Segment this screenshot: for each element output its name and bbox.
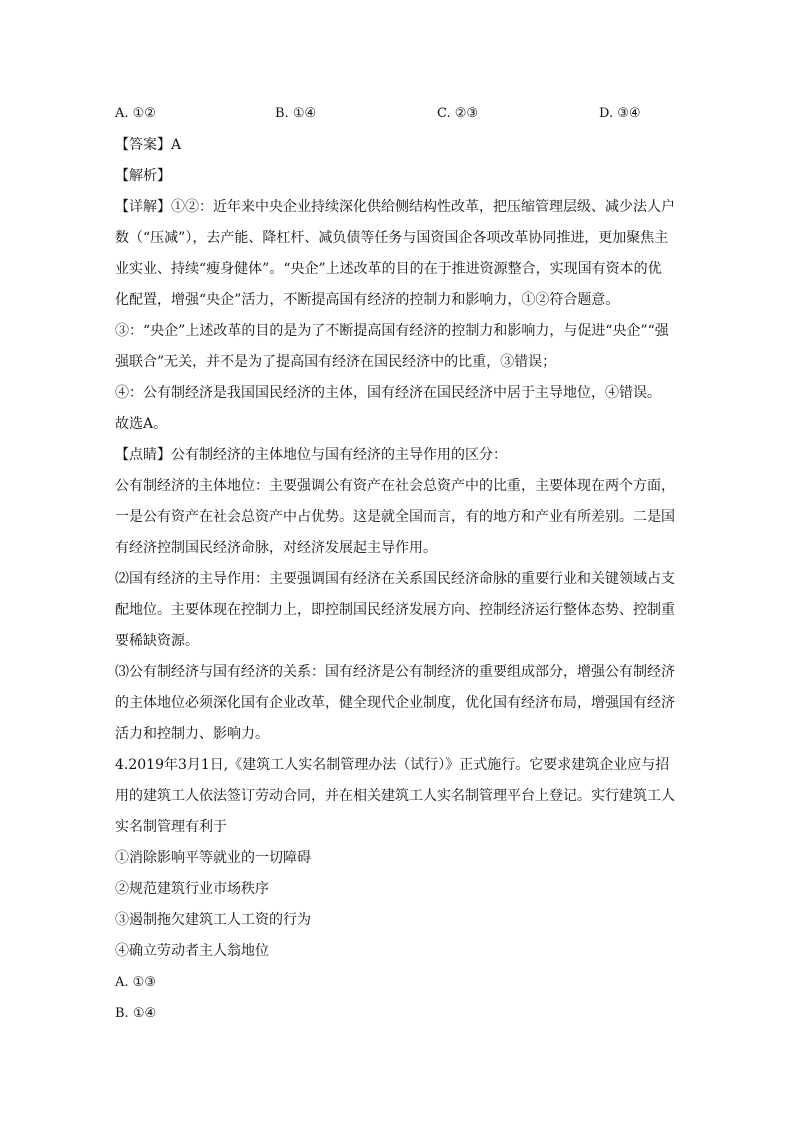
tip-line: 有经济控制国民经济命脉，对经济发展起主导作用。 bbox=[115, 540, 437, 556]
document-body bbox=[115, 130, 680, 1029]
detail-line: 化配置，增强“央企”活力，不断提高国有经济的控制力和影响力，①②符合题意。 bbox=[115, 292, 620, 308]
q3-options bbox=[115, 102, 675, 126]
q3-option-a: A. ①② bbox=[115, 106, 156, 121]
detail-line: ④：公有制经济是我国国民经济的主体，国有经济在国民经济中居于主导地位，④错误。 bbox=[115, 385, 661, 401]
detail-line: 数（“压减”），去产能、降杠杆、减负债等任务与国资国企各项改革协同推进，更加聚焦主 bbox=[115, 230, 669, 246]
tip-heading: 【点睛】公有制经济的主体地位与国有经济的主导作用的区分： bbox=[115, 447, 507, 463]
detail-line: 【详解】①②：近年来中央企业持续深化供给侧结构性改革，把压缩管理层级、减少法人户 bbox=[115, 199, 675, 215]
q4-option-a: A. ①③ bbox=[115, 975, 156, 990]
question-4-line: 4.2019年3月1日,《建筑工人实名制管理办法（试行）》正式施行。它要求建筑企业应与招 bbox=[115, 757, 670, 773]
tip-line: 公有制经济的主体地位：主要强调公有资产在社会总资产中的比重，主要体现在两个方面， bbox=[115, 478, 675, 494]
question-4-line: 用的建筑工人依法签订劳动合同，并在相关建筑工人实名制管理平台上登记。实行建筑工人 bbox=[115, 788, 675, 804]
q4-option-b: B. ①④ bbox=[115, 1006, 157, 1021]
q3-option-d: D. ③④ bbox=[599, 106, 641, 121]
tip-line: 的主体地位必须深化国有企业改革，健全现代企业制度，优化国有经济布局，增强国有经济 bbox=[115, 695, 675, 711]
detail-line: ③：“央企”上述改革的目的是为了不断提高国有经济的控制力和影响力，与促进“央企”“强 bbox=[115, 323, 669, 339]
question-4-item: ④确立劳动者主人翁地位 bbox=[115, 943, 269, 959]
question-4-item: ②规范建筑行业市场秩序 bbox=[115, 881, 269, 897]
question-4-item: ①消除影响平等就业的一切障碍 bbox=[115, 850, 311, 866]
q3-option-b: B. ①④ bbox=[275, 106, 317, 121]
tip-line: 一是公有资产在社会总资产中占优势。这是就全国而言，有的地方和产业有所差别。二是国 bbox=[115, 509, 675, 525]
tip-line: ⑵国有经济的主导作用：主要强调国有经济在关系国民经济命脉的重要行业和关键领域占支 bbox=[115, 571, 675, 587]
question-4-item: ③遏制拖欠建筑工人工资的行为 bbox=[115, 912, 311, 928]
detail-line: 强联合”无关，并不是为了提高国有经济在国民经济中的比重，③错误； bbox=[115, 354, 557, 370]
answer-line: 【答案】A bbox=[115, 137, 182, 153]
question-4-line: 实名制管理有利于 bbox=[115, 819, 227, 835]
analysis-heading: 【解析】 bbox=[115, 168, 171, 184]
tip-line: 配地位。主要体现在控制力上，即控制国民经济发展方向、控制经济运行整体态势、控制重 bbox=[115, 602, 675, 618]
tip-line: ⑶公有制经济与国有经济的关系：国有经济是公有制经济的重要组成部分，增强公有制经济 bbox=[115, 664, 675, 680]
detail-line: 业实业、持续“瘦身健体”。“央企”上述改革的目的在于推进资源整合，实现国有资本的优 bbox=[115, 261, 662, 277]
q3-option-c: C. ②③ bbox=[437, 106, 479, 121]
tip-line: 活力和控制力、影响力。 bbox=[115, 726, 269, 742]
choice-line: 故选A。 bbox=[115, 416, 168, 432]
tip-line: 要稀缺资源。 bbox=[115, 633, 199, 649]
